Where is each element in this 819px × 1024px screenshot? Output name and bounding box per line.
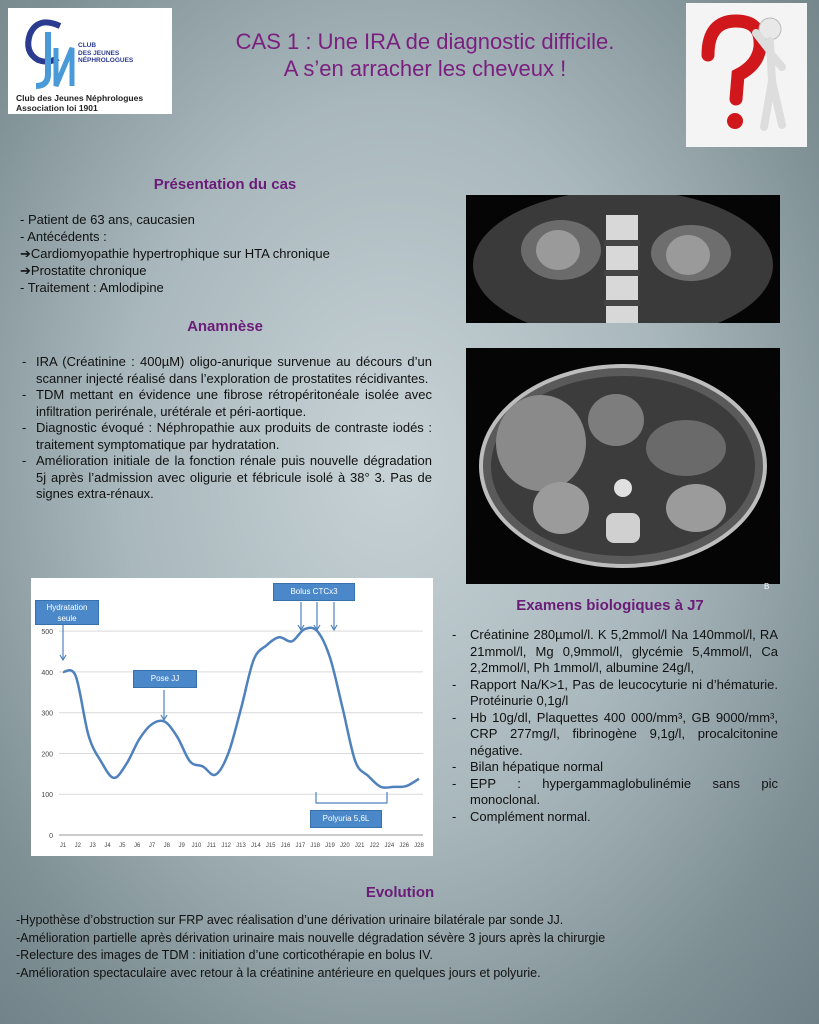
chart-x-tick-label: J13 <box>236 843 246 849</box>
chart-x-tick-label: J9 <box>178 843 185 849</box>
chart-x-tick-label: J19 <box>325 843 335 849</box>
evolution-line: -Hypothèse d’obstruction sur FRP avec réalisation d’une dérivation urinaire bilatérale par sonde JJ. <box>16 913 564 927</box>
chart-x-tick-label: J26 <box>399 843 410 849</box>
chart-x-tick-label: J4 <box>104 843 111 849</box>
evolution-line: -Amélioration spectaculaire avec retour à la créatinine antérieure en quelques jours et polyurie. <box>16 965 541 980</box>
list-item: - Rapport Na/K>1, Pas de leucocyturie ni d’hématurie. Protéinurie 0,1g/l <box>452 677 778 710</box>
cjn-logo <box>8 8 172 114</box>
chart-y-tick-label: 200 <box>41 751 53 759</box>
chart-x-tick-label: J15 <box>265 843 276 849</box>
logo-club-text: CLUB DES JEUNES NÉPHROLOGUES <box>78 42 134 64</box>
list-item: - IRA (Créatinine : 400µM) oligo-anurique survenue au décours d’un scanner injecté réalisé dans l’exploration de prostatites récidivantes. <box>22 354 432 387</box>
presentation-heading: Présentation du cas <box>153 176 297 193</box>
list-item: - Bilan hépatique normal <box>452 759 778 776</box>
question-mark-icon <box>686 3 807 147</box>
chart-x-tick-label: J24 <box>384 843 395 849</box>
chart-annotation-polyuria: Polyuria 5,6L <box>310 810 382 828</box>
chart-y-tick-label: 300 <box>41 710 53 718</box>
evolution-line: -Relecture des images de TDM : initiation d’une corticothérapie en bolus IV. <box>16 948 433 962</box>
chart-annotation-hydratation: Hydratation seule <box>35 600 99 625</box>
anamnese-list <box>22 354 432 503</box>
chart-annotation-bolus: Bolus CTCx3 <box>273 583 355 601</box>
chart-x-tick-label: J8 <box>163 843 171 849</box>
chart-x-tick-label: J1 <box>59 843 67 849</box>
anamnese-heading: Anamnèse <box>187 318 263 335</box>
chart-y-tick-label: 500 <box>41 629 53 637</box>
creatinine-chart <box>31 578 433 856</box>
chart-series-line <box>63 628 419 788</box>
evolution-list <box>16 912 806 982</box>
evolution-line: -Amélioration partielle après dérivation urinaire mais nouvelle dégradation sévère 3 jours après la chirurgie <box>16 930 606 945</box>
evolution-heading: Evolution <box>365 884 435 901</box>
chart-polyuria-bracket <box>316 792 387 803</box>
presentation-line: ➔Prostatite chronique <box>20 263 147 278</box>
chart-x-tick-label: J18 <box>310 843 321 849</box>
chart-y-tick-label: 400 <box>41 669 53 677</box>
ct-coronal-drawing <box>466 195 780 323</box>
question-mark-figure <box>686 3 807 147</box>
list-item: - Créatinine 280µmol/l. K 5,2mmol/l Na 140mmol/l, RA 21mmol/l, Mg 0,9mmol/l, glycémie 5,4mmol/l, Ca 2,2mmol/l, Ph 1mmol/l, albumine 24g/l, <box>452 627 778 677</box>
examens-heading: Examens biologiques à J7 <box>516 597 704 614</box>
presentation-line: - Traitement : Amlodipine <box>20 280 164 295</box>
list-item: - EPP : hypergammaglobulinémie sans pic monoclonal. <box>452 776 778 809</box>
presentation-line: ➔Cardiomyopathie hypertrophique sur HTA chronique <box>20 246 330 261</box>
chart-x-tick-label: J21 <box>354 843 365 849</box>
chart-x-tick-label: J5 <box>119 843 126 849</box>
list-item: - Diagnostic évoqué : Néphropathie aux produits de contraste iodés : traitement symptomatique par hydratation. <box>22 420 432 453</box>
chart-x-tick-label: J17 <box>295 843 306 849</box>
ct-scan-coronal-image <box>466 195 780 323</box>
ct-panel-label: B <box>764 582 770 591</box>
chart-x-tick-label: J2 <box>74 843 82 849</box>
chart-x-tick-label: J10 <box>191 843 202 849</box>
list-item: - Hb 10g/dl, Plaquettes 400 000/mm³, GB 9000/mm³, CRP 277mg/l, fibrinogène 9,1g/l, procalcitonine négative. <box>452 710 778 760</box>
page-title: CAS 1 : Une IRA de diagnostic difficile. A s’en arracher les cheveux ! <box>235 29 615 81</box>
chart-x-tick-label: J22 <box>369 843 380 849</box>
list-item: - Complément normal. <box>452 809 778 826</box>
chart-x-tick-label: J12 <box>221 843 232 849</box>
presentation-line: - Antécédents : <box>20 229 107 244</box>
presentation-list <box>20 211 440 296</box>
chart-x-tick-label: J14 <box>250 843 261 849</box>
examens-list <box>452 627 778 825</box>
list-item: - Amélioration initiale de la fonction rénale puis nouvelle dégradation 5j après l’admission avec oligurie et fébricule isolé à 38° 3. Pas de signes extra-rénaux. <box>22 453 432 503</box>
chart-y-tick-label: 0 <box>49 833 53 840</box>
ct-scan-axial-image <box>466 348 780 584</box>
chart-x-tick-label: J28 <box>414 843 424 849</box>
chart-x-tick-label: J6 <box>133 843 141 849</box>
chart-annotation-pose-jj: Pose JJ <box>133 670 197 688</box>
chart-y-tick-label: 100 <box>41 792 53 800</box>
ct-axial-drawing <box>466 348 780 584</box>
chart-x-tick-label: J20 <box>339 843 350 849</box>
chart-x-tick-label: J3 <box>89 843 96 849</box>
chart-x-tick-label: J16 <box>280 843 291 849</box>
logo-association-name: Club des Jeunes Néphrologues Association loi 1901 <box>16 93 144 113</box>
chart-x-tick-label: J11 <box>206 843 216 849</box>
list-item: - TDM mettant en évidence une fibrose rétropéritonéale isolée avec infiltration perirénale, urétérale et péri-aortique. <box>22 387 432 420</box>
chart-x-tick-label: J7 <box>148 843 156 849</box>
presentation-line: - Patient de 63 ans, caucasien <box>20 212 195 227</box>
